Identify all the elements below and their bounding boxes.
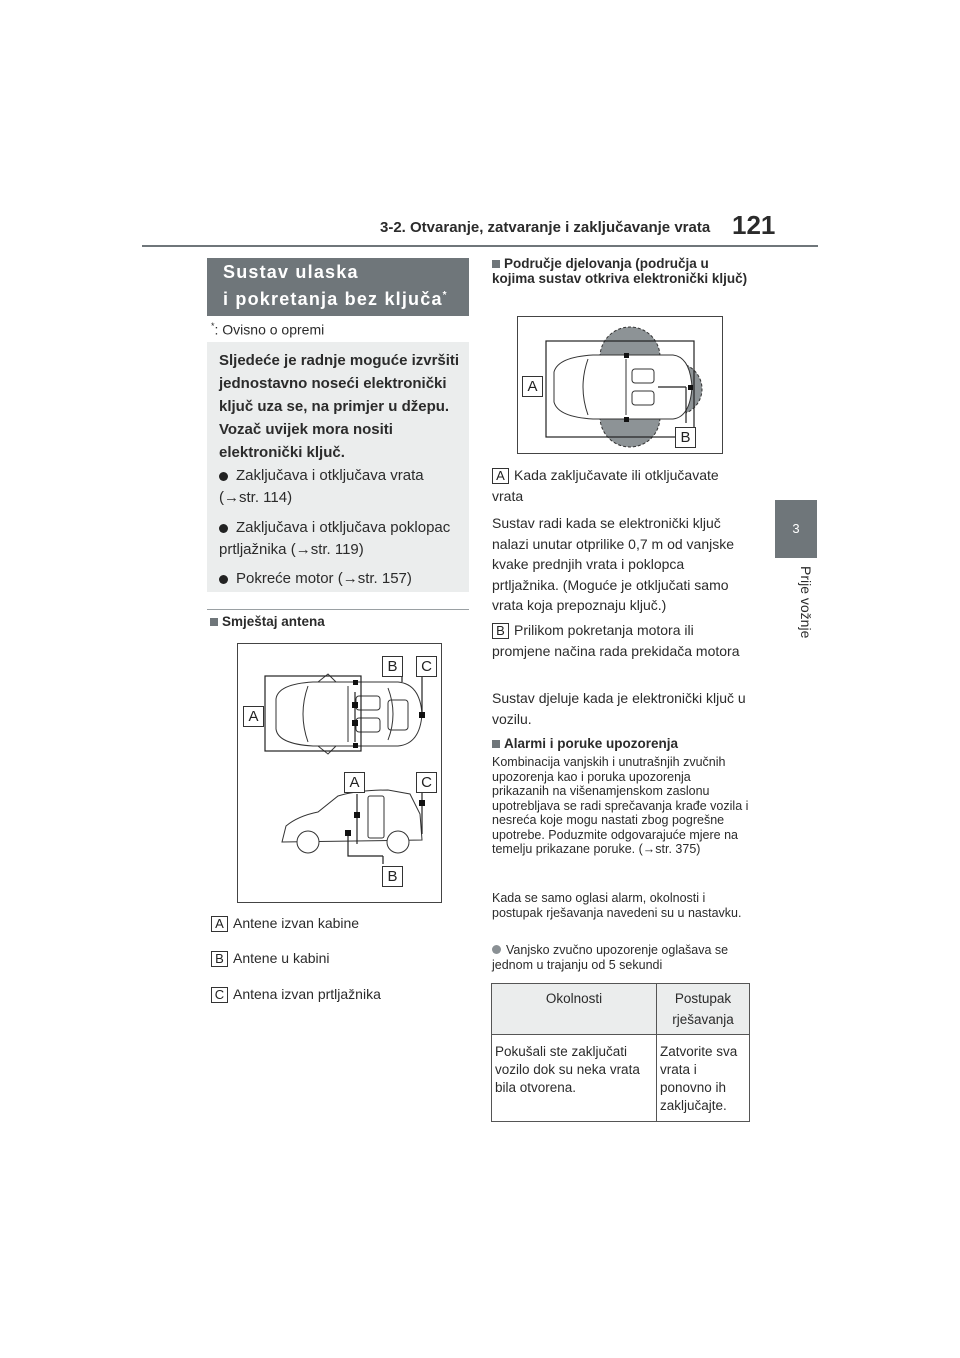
- chapter-tab[interactable]: 3: [775, 500, 817, 558]
- title-asterisk: *: [442, 290, 448, 301]
- footnote: *: Ovisno o opremi: [211, 321, 325, 338]
- diagram-label-a: A: [344, 772, 365, 793]
- alarm-table: [491, 983, 750, 1122]
- bullet-dot-icon: [219, 472, 228, 481]
- range-item-b: B Prilikom pokretanja motora ili promjene načina rada prekidača motora: [492, 622, 740, 659]
- table-header-row: [492, 984, 750, 1035]
- gray-bullet-icon: [492, 945, 501, 954]
- legend-item-b: B Antene u kabini: [211, 950, 330, 967]
- diagram-label-c: C: [416, 656, 437, 677]
- heading-square-icon: [492, 260, 500, 268]
- antenna-heading: Smještaj antena: [210, 614, 325, 629]
- diagram-label-c: C: [416, 772, 437, 793]
- footnote-asterisk: *: [211, 321, 215, 331]
- item-key: B: [492, 623, 509, 639]
- intro-text: Sljedeće je radnje moguće izvršiti jednostavno noseći elektronički ključ uza se, na primjer u džepu. Vozač uvijek mora nositi elektronički ključ.: [219, 352, 460, 461]
- page-number: 121: [732, 210, 776, 240]
- table-header-cell: Okolnosti: [492, 984, 657, 1035]
- range-item-a-body: Sustav radi kada se elektronički ključ nalazi unutar otprilike 0,7 m od vanjske kvake prednjih vrata i poklopca prtljažnika. (Moguće je otključati samo vrata koja prepoznaju ključ.): [492, 515, 735, 613]
- diagram-label-b: B: [382, 656, 403, 677]
- alarm-heading: Alarmi i poruke upozorenja: [492, 736, 678, 751]
- legend-item-a: A Antene izvan kabine: [211, 915, 359, 932]
- alarm-body: Kombinacija vanjskih i unutrašnjih zvučnih upozorenja kao i poruka upozorenja prikazanih na višenamjenskom zaslonu upotrebljava se radi sprečavanja krađe vozila i nesreća koje mogu nastati zbog pogrešne upotrebe. Poduzmite odgovarajuće mjere na temelju prikazane poruke. (→str. 375): [492, 755, 749, 856]
- diagram-label-b: B: [675, 427, 696, 448]
- item-key: A: [492, 468, 509, 484]
- diagram-label-a: A: [522, 376, 543, 397]
- bullet-dot-icon: [219, 575, 228, 584]
- antenna-location-diagram: [237, 643, 442, 903]
- table-header-cell: Postupak rješavanja: [657, 984, 750, 1035]
- legend-key: A: [211, 916, 228, 932]
- section-header-title: 3-2. Otvaranje, zatvaranje i zaključavanje vrata: [380, 219, 711, 236]
- alarm-body-2: Kada se samo oglasi alarm, okolnosti i postupak rješavanja navedeni su u nastavku.: [492, 891, 742, 920]
- section-title-line2: i pokretanja bez ključa: [223, 289, 443, 309]
- heading-square-icon: [492, 740, 500, 748]
- heading-square-icon: [210, 618, 218, 626]
- section-title: [207, 258, 469, 316]
- feature-bullet: Zaključava i otključava poklopac prtljažnika (→str. 119): [219, 519, 451, 558]
- range-item-b-body: Sustav djeluje kada je elektronički ključ u vozilu.: [492, 690, 746, 727]
- alarm-condition-bullet: Vanjsko zvučno upozorenje oglašava se jednom u trajanju od 5 sekundi: [492, 943, 729, 972]
- diagram-label-b: B: [382, 866, 403, 887]
- legend-key: B: [211, 951, 228, 967]
- feature-bullet: Zaključava i otključava vrata (→str. 114): [219, 467, 424, 506]
- legend-key: C: [211, 987, 228, 1003]
- bullet-dot-icon: [219, 524, 228, 533]
- range-item-a: A Kada zaključavate ili otključavate vrata: [492, 467, 719, 504]
- range-heading: Područje djelovanja (područja u kojima sustav otkriva elektronički ključ): [492, 256, 748, 286]
- feature-bullet: Pokreće motor (→str. 157): [219, 568, 464, 590]
- table-cell: Zatvorite sva vrata i ponovno ih zaključajte.: [657, 1035, 750, 1122]
- header-divider: [142, 245, 818, 247]
- section-title-line1: Sustav ulaska: [223, 262, 359, 282]
- operating-range-diagram: [517, 316, 723, 454]
- diagram-label-a: A: [243, 706, 264, 727]
- table-cell: Pokušali ste zaključati vozilo dok su neka vrata bila otvorena.: [492, 1035, 657, 1122]
- legend-item-c: C Antena izvan prtljažnika: [211, 986, 381, 1003]
- car-antenna-illustration: [238, 644, 441, 902]
- chapter-tab-label: Prije vožnje: [798, 566, 814, 639]
- section-divider: [207, 609, 469, 610]
- table-row: [492, 1035, 750, 1122]
